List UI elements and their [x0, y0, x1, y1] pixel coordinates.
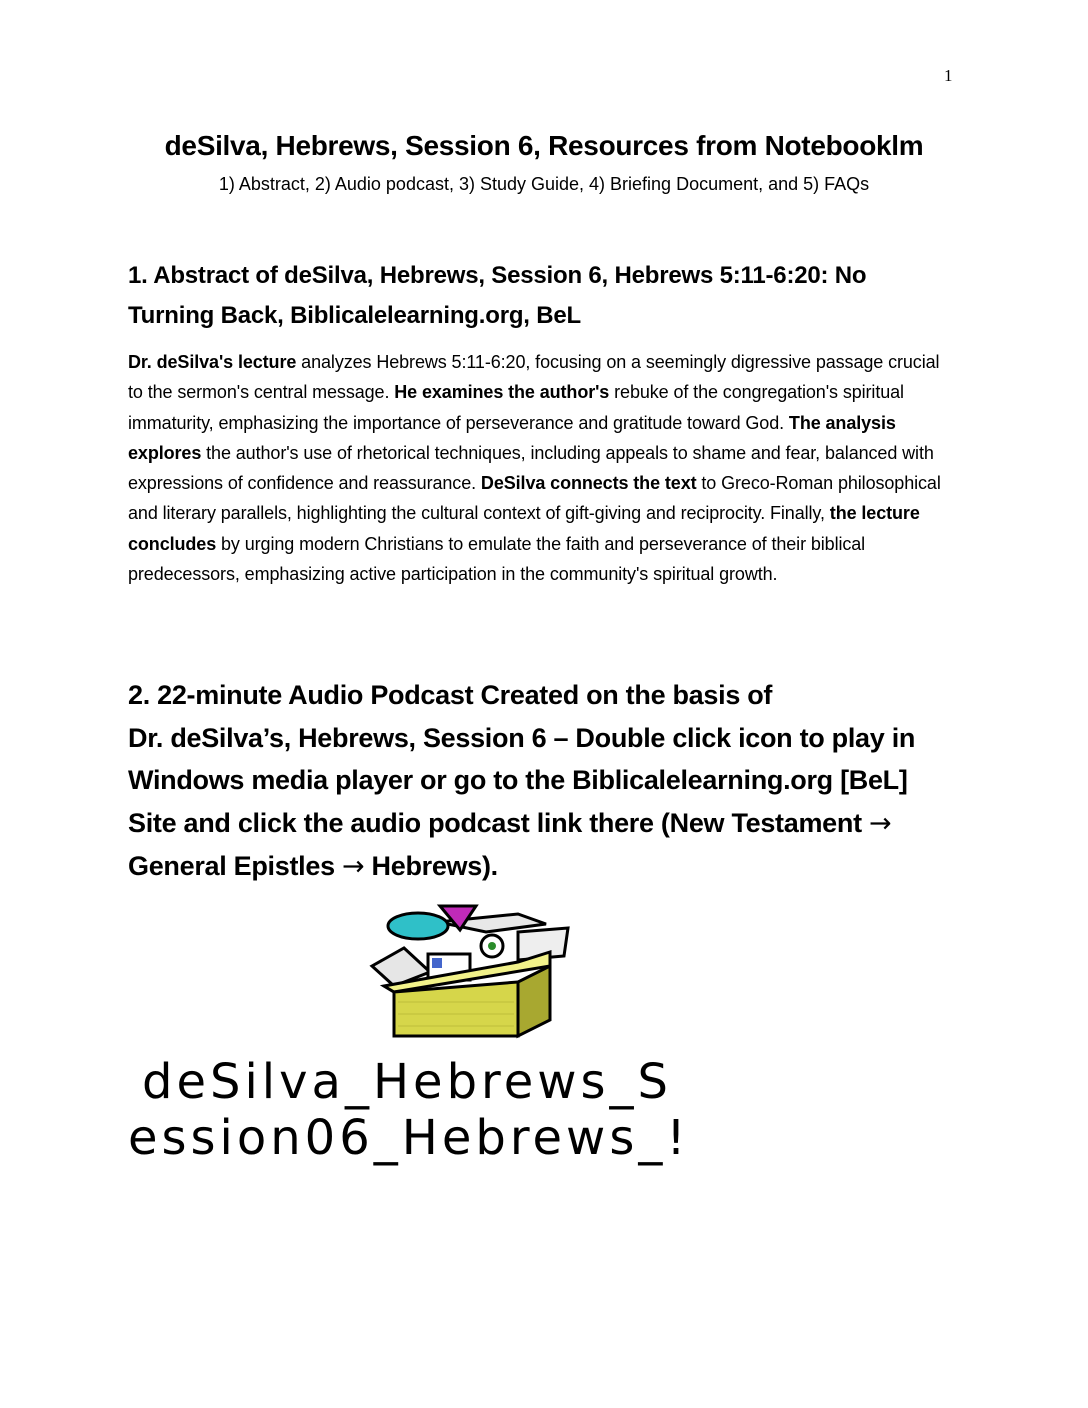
section2-heading-line1: 2. 22-minute Audio Podcast Created on the basis of [128, 680, 773, 710]
abstract-bold-4: DeSilva connects the text [480, 473, 697, 494]
attachment-filename-line2[interactable]: ession06_Hebrews_! [128, 1110, 690, 1166]
section2-heading [128, 674, 958, 889]
document-title: deSilva, Hebrews, Session 6, Resources from Notebooklm [164, 130, 924, 161]
abstract-text-1: analyzes Hebrews 5:11-6:20, focusing on a seemingly digressive passage crucial to the sermon's central message. [128, 352, 940, 403]
abstract-bold-1: Dr. deSilva's lecture [128, 352, 297, 372]
abstract-text-2: rebuke of the congregation's spiritual immaturity, emphasizing the importance of perseverance and gratitude toward God. [128, 382, 904, 433]
abstract-bold-5: the lecture concludes [128, 503, 920, 554]
page-number: 1 [944, 66, 953, 85]
abstract-bold-2: He examines the author's [394, 382, 610, 403]
right-arrow-icon: → [868, 807, 892, 839]
document-subtitle: 1) Abstract, 2) Audio podcast, 3) Study Guide, 4) Briefing Document, and 5) FAQs [218, 174, 870, 194]
section1-heading-line1: 1. Abstract of deSilva, Hebrews, Session 6, Hebrews 5:11-6:20: No [128, 262, 867, 289]
attachment-filename-line1[interactable]: deSilva_Hebrews_S [142, 1054, 672, 1110]
abstract-paragraph [128, 347, 958, 589]
section1-heading-line2: Turning Back, Biblicalelearning.org, BeL [128, 302, 581, 329]
section2-heading-part1: Dr. deSilva’s, Hebrews, Session 6 – Double click icon to play in Windows media player or go to the Biblicalelearning.org [BeL] Site and click the audio podcast link there (New Testament [128, 722, 916, 838]
section2-heading-part2: General Epistles [128, 851, 342, 881]
abstract-text-5: by urging modern Christians to emulate the faith and perseverance of their biblical predecessors, emphasizing active participation in the community's spiritual growth. [128, 533, 866, 585]
section2-heading-part3: Hebrews). [364, 851, 498, 881]
abstract-text-3: the author's use of rhetorical techniques, including appeals to shame and fear, balanced with expressions of confidence and reassurance. [128, 442, 934, 494]
abstract-text-4: to Greco-Roman philosophical and literary parallels, highlighting the cultural context of gift-giving and reciprocity. Finally, [128, 473, 941, 524]
audio-package-icon[interactable] [368, 902, 576, 1040]
section1-heading [128, 256, 948, 336]
abstract-bold-3: The analysis explores [128, 412, 896, 463]
right-arrow-icon: → [342, 851, 365, 882]
